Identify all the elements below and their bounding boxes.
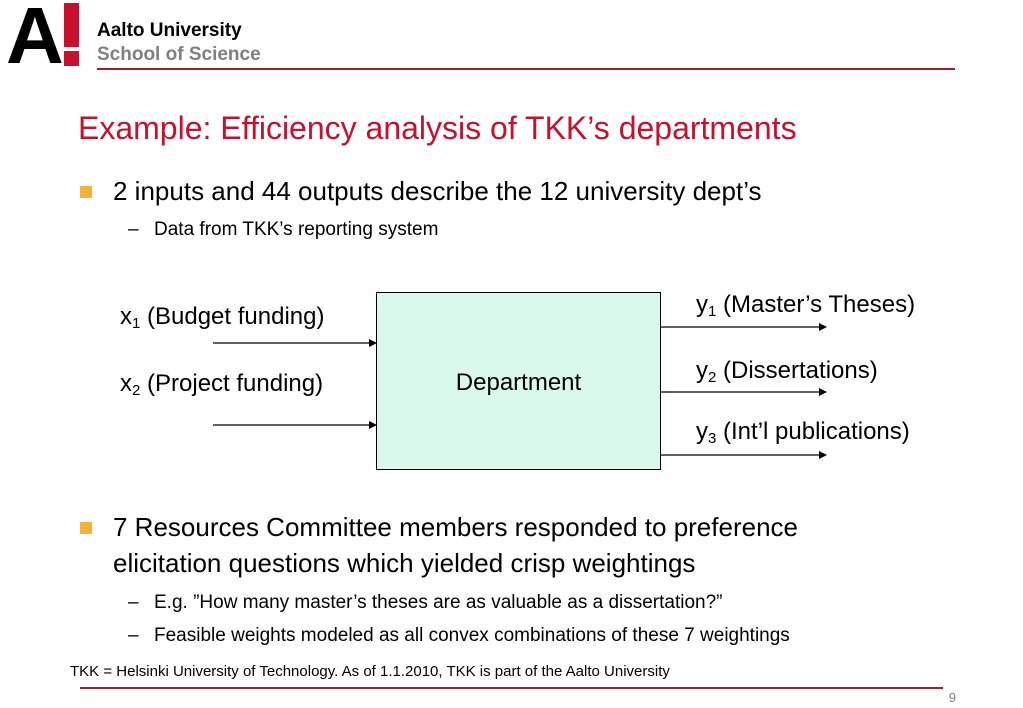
aalto-logo-letter: A: [6, 0, 60, 80]
bullet-2-sub-2: Feasible weights modeled as all convex combinations of these 7 weightings: [154, 625, 790, 646]
slide-title: Example: Efficiency analysis of TKK’s departments: [78, 110, 797, 146]
bullet-marker: [80, 522, 92, 534]
school-name: School of Science: [97, 44, 261, 65]
university-name: Aalto University: [97, 20, 242, 41]
footer-rule: [80, 687, 943, 689]
bullet-1-sub-1: Data from TKK’s reporting system: [154, 219, 439, 240]
output-y3-label: $y_3$ (Int’l publications): [696, 418, 910, 447]
department-label: Department: [455, 369, 582, 396]
sub-bullet-dash: –: [128, 625, 139, 646]
output-y1-label: $y_1$ (Master’s Theses): [696, 291, 916, 320]
input-x1-label: $x_1$ (Budget funding): [120, 303, 325, 332]
output-y2-label: $y_2$ (Dissertations): [696, 357, 878, 386]
bullet-2-sub-1: E.g. ”How many master’s theses are as valuable as a dissertation?”: [154, 592, 723, 613]
input-x2-label: $x_2$ (Project funding): [120, 370, 324, 399]
sub-bullet-dash: –: [128, 592, 139, 613]
bullet-2-line-2: elicitation questions which yielded crisp weightings: [113, 548, 696, 578]
bullet-1-text: 2 inputs and 44 outputs describe the 12 university dept’s: [113, 176, 762, 206]
page-number: 9: [948, 690, 956, 705]
bullet-2-line-1: 7 Resources Committee members responded to preference: [113, 512, 798, 542]
sub-bullet-dash: –: [128, 219, 139, 240]
footnote: TKK = Helsinki University of Technology. As of 1.1.2010, TKK is part of the Aalto University: [70, 663, 670, 680]
